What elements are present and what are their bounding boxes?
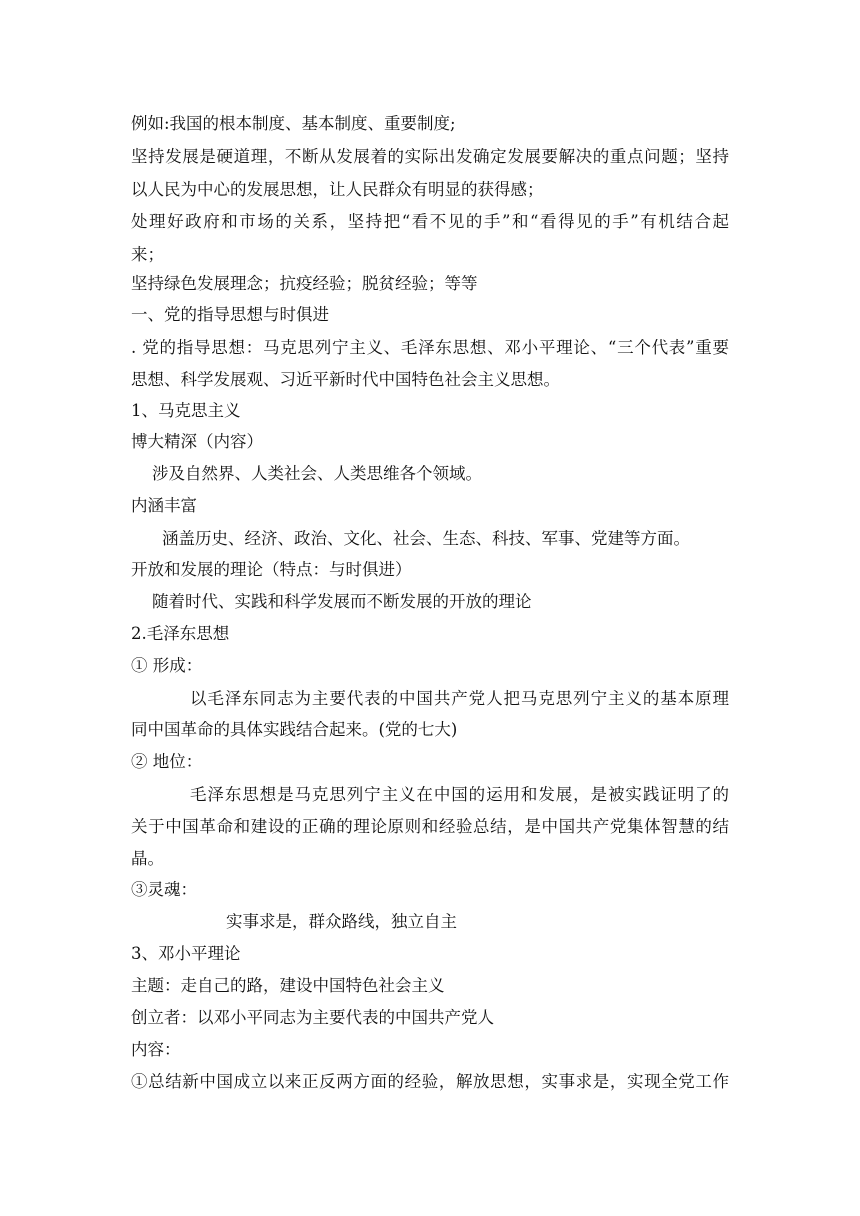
- text-line: 以人民为中心的发展思想，让人民群众有明显的获得感；: [131, 180, 544, 199]
- text-line: 思想、科学发展观、习近平新时代中国特色社会主义思想。: [131, 370, 560, 389]
- text-line: 内容：: [131, 1040, 181, 1059]
- text-line: 主题：走自己的路，建设中国特色社会主义: [131, 976, 445, 995]
- text-line: 坚持发展是硬道理，不断从发展着的实际出发确定发展要解决的重点问题；坚持: [131, 147, 729, 166]
- text-line: 毛泽东思想是马克思列宁主义在中国的运用和发展，是被实践证明了的: [190, 785, 729, 804]
- subsection-heading: 1、马克思主义: [131, 401, 241, 420]
- text-line: 实事求是，群众路线，独立自主: [226, 912, 457, 931]
- text-line: 处理好政府和市场的关系，坚持把“看不见的手”和“看得见的手”有机结合起: [131, 212, 729, 231]
- text-line: ①总结新中国成立以来正反两方面的经验，解放思想，实事求是，实现全党工作: [131, 1072, 729, 1091]
- section-heading: 一、党的指导思想与时俱进: [131, 305, 329, 324]
- text-line: 创立者：以邓小平同志为主要代表的中国共产党人: [131, 1008, 494, 1027]
- text-line: 涉及自然界、人类社会、人类思维各个领域。: [152, 464, 482, 483]
- text-line: 以毛泽东同志为主要代表的中国共产党人把马克思列宁主义的基本原理: [190, 689, 729, 708]
- text-line: 涵盖历史、经济、政治、文化、社会、生态、科技、军事、党建等方面。: [162, 529, 690, 548]
- text-line: 关于中国革命和建设的正确的理论原则和经验总结，是中国共产党集体智慧的结: [131, 817, 729, 836]
- text-line: ③灵魂：: [131, 880, 197, 899]
- text-line: 博大精深（内容）: [131, 432, 263, 451]
- text-line: 随着时代、实践和科学发展而不断发展的开放的理论: [152, 592, 532, 611]
- text-line: . 党的指导思想：马克思列宁主义、毛泽东思想、邓小平理论、“三个代表”重要: [131, 338, 729, 357]
- text-line: 内涵丰富: [131, 496, 197, 515]
- text-line: ② 地位：: [131, 752, 203, 771]
- subsection-heading: 3、邓小平理论: [131, 944, 241, 963]
- text-line: 晶。: [131, 849, 164, 868]
- text-line: 开放和发展的理论（特点：与时俱进）: [131, 560, 412, 579]
- text-line: 例如:我国的根本制度、基本制度、重要制度;: [131, 114, 456, 133]
- text-line: ① 形成：: [131, 656, 203, 675]
- text-line: 同中国革命的具体实践结合起来。(党的七大): [131, 720, 458, 739]
- subsection-heading: 2.毛泽东思想: [131, 624, 230, 643]
- text-line: 坚持绿色发展理念；抗疫经验；脱贫经验；等等: [131, 274, 478, 293]
- text-line: 来；: [131, 245, 164, 264]
